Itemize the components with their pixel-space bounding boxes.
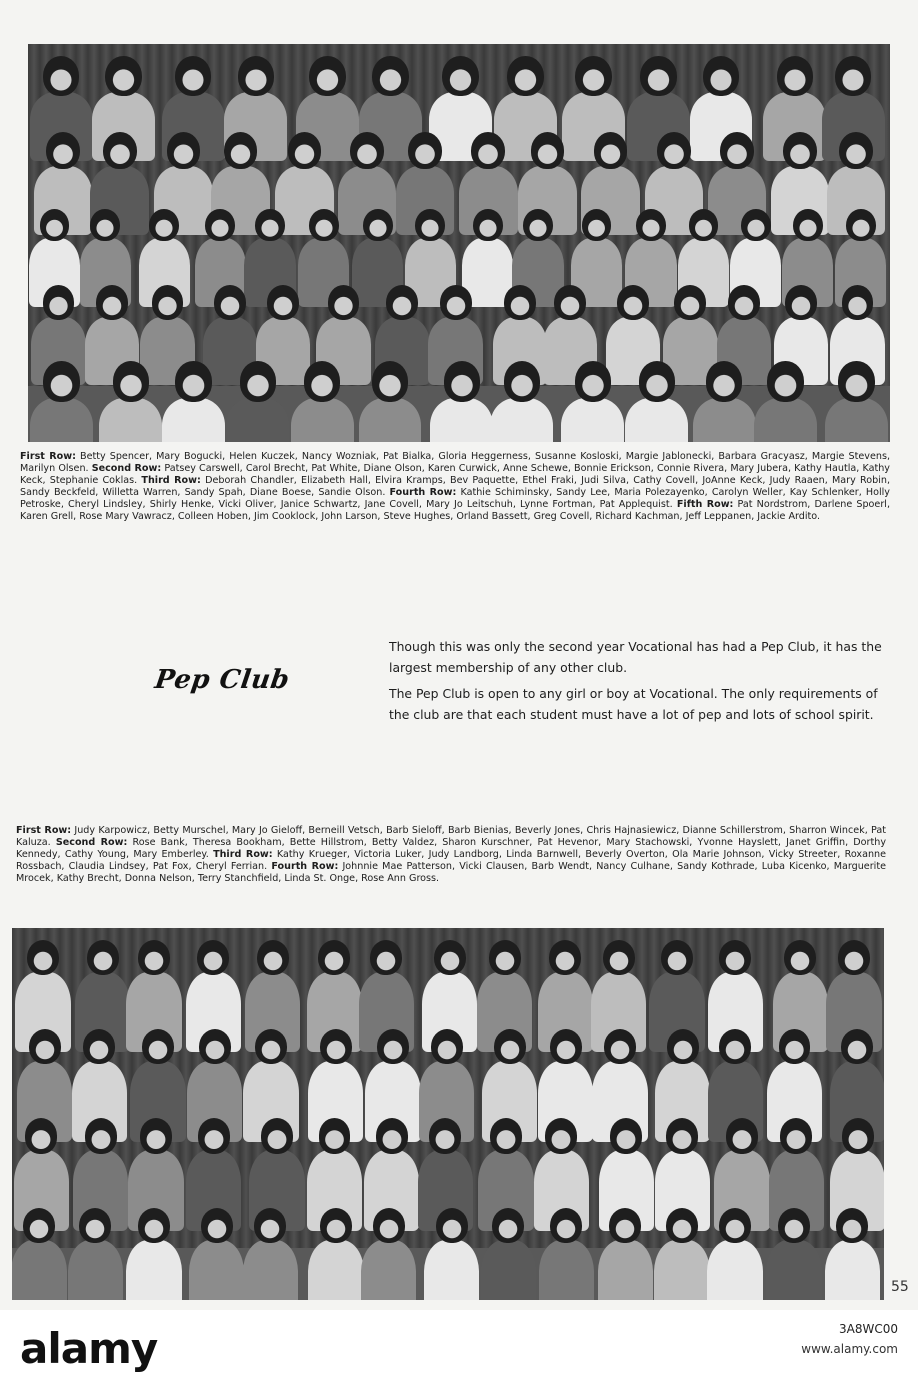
group-photo-top [28,44,890,442]
caption-row-names: Pat Nordstrom, Darlene Spoerl, Karen Grell, Rose Mary Vawracz, Colleen Hoben, Jim Cooklock, John Larson, Steve Hughes, Orland Bassett, Greg Covell, Richard Kachman, Jeff Leppanen, Jackie Ardito. [20,499,890,522]
caption-row-label: First Row: [16,825,72,836]
caption-row-label: Second Row: [91,463,162,474]
caption-row-names: Judy Karpowicz, Betty Murschel, Mary Jo Gieloff, Berneill Vetsch, Barb Sieloff, Barb Bienias, Beverly Jones, Chris Hajnasiewicz, Dianne Schillerstrom, Sharron Wincek, Pat Kaluza. [16,825,887,848]
page-number: 55 [891,1279,909,1295]
section-title: Pep Club [152,665,292,695]
caption-top [20,451,890,523]
caption-row-label: Fifth Row: [676,499,734,510]
caption-row-names: Patsey Carswell, Carol Brecht, Pat White, Diane Olson, Karen Curwick, Anne Schewe, Bonnie Erickson, Connie Rivera, Mary Jubera, Kathy Hautla, Kathy Keck, Stephanie Coklas. [20,463,890,486]
stock-footer [0,1310,918,1390]
image-id-text: 3A8WC00 [839,1322,898,1336]
footer-url: www.alamy.com [801,1342,898,1356]
caption-row-names: Kathy Krueger, Victoria Luker, Judy Landborg, Linda Barnwell, Beverly Overton, Ola Marie Johnson, Vicky Streeter, Roxanne Rossbach, Claudia Lindsey, Pat Fox, Cheryl Ferrian. [16,849,887,872]
alamy-logo: alamy [20,1324,158,1373]
caption-row-label: Third Row: [141,475,201,486]
caption-row-label: Second Row: [55,837,128,848]
description-paragraph-1: Though this was only the second year Vocational has had a Pep Club, it has the largest membership of any other club. [389,639,882,675]
caption-bottom [16,825,886,885]
image-id [801,1322,898,1356]
caption-row-label: Third Row: [213,849,273,860]
caption-row-names: Johnnie Mae Patterson, Vicki Clausen, Barb Wendt, Nancy Culhane, Sandy Kothrade, Luba Kicenko, Marguerite Mrocek, Kathy Brecht, Donna Nelson, Terry Stanchfield, Linda St. Onge, Rose Ann Gross. [16,861,886,884]
caption-row-names: Betty Spencer, Mary Bogucki, Helen Kuczek, Nancy Wozniak, Pat Bialka, Gloria Heggerness, Susanne Kosloski, Margie Jablonecki, Barbara Gracyasz, Margie Stevens, Marilyn Olsen. [20,451,890,474]
caption-row-names: Deborah Chandler, Elizabeth Hall, Elvira Kramps, Bev Paquette, Ethel Fraki, Judi Silva, Cathy Covell, JoAnne Keck, Judy Raaen, Mary Robin, Sandy Beckfeld, Willetta Warren, Sandy Spah, Diane Boese, Sandie Olson. [20,475,890,498]
caption-row-label: Fourth Row: [271,861,339,872]
caption-row-names: Kathie Schiminsky, Sandy Lee, Maria Polezayenko, Carolyn Weller, Kay Schlenker, Holly Petroske, Cheryl Lindsley, Shirly Henke, Vicki Oliver, Janice Schwartz, Jane Covell, Mary Jo Leitschuh, Lynne Fortman, Pat Applequist. [20,487,890,510]
caption-row-label: Fourth Row: [389,487,457,498]
caption-row-names: Rose Bank, Theresa Bookham, Bette Hillstrom, Betty Valdez, Sharon Kurschner, Pat Hevenor, Mary Stachowski, Yvonne Hayslett, Janet Griffin, Dorthy Kennedy, Cathy Young, Mary Emberley. [16,837,886,860]
description-paragraph-2: The Pep Club is open to any girl or boy at Vocational. The only requirements of the club are that each student must have a lot of pep and lots of school spirit. [389,686,878,722]
section-description [389,636,891,730]
caption-row-label: First Row: [20,451,76,462]
group-photo-bottom [12,928,884,1300]
